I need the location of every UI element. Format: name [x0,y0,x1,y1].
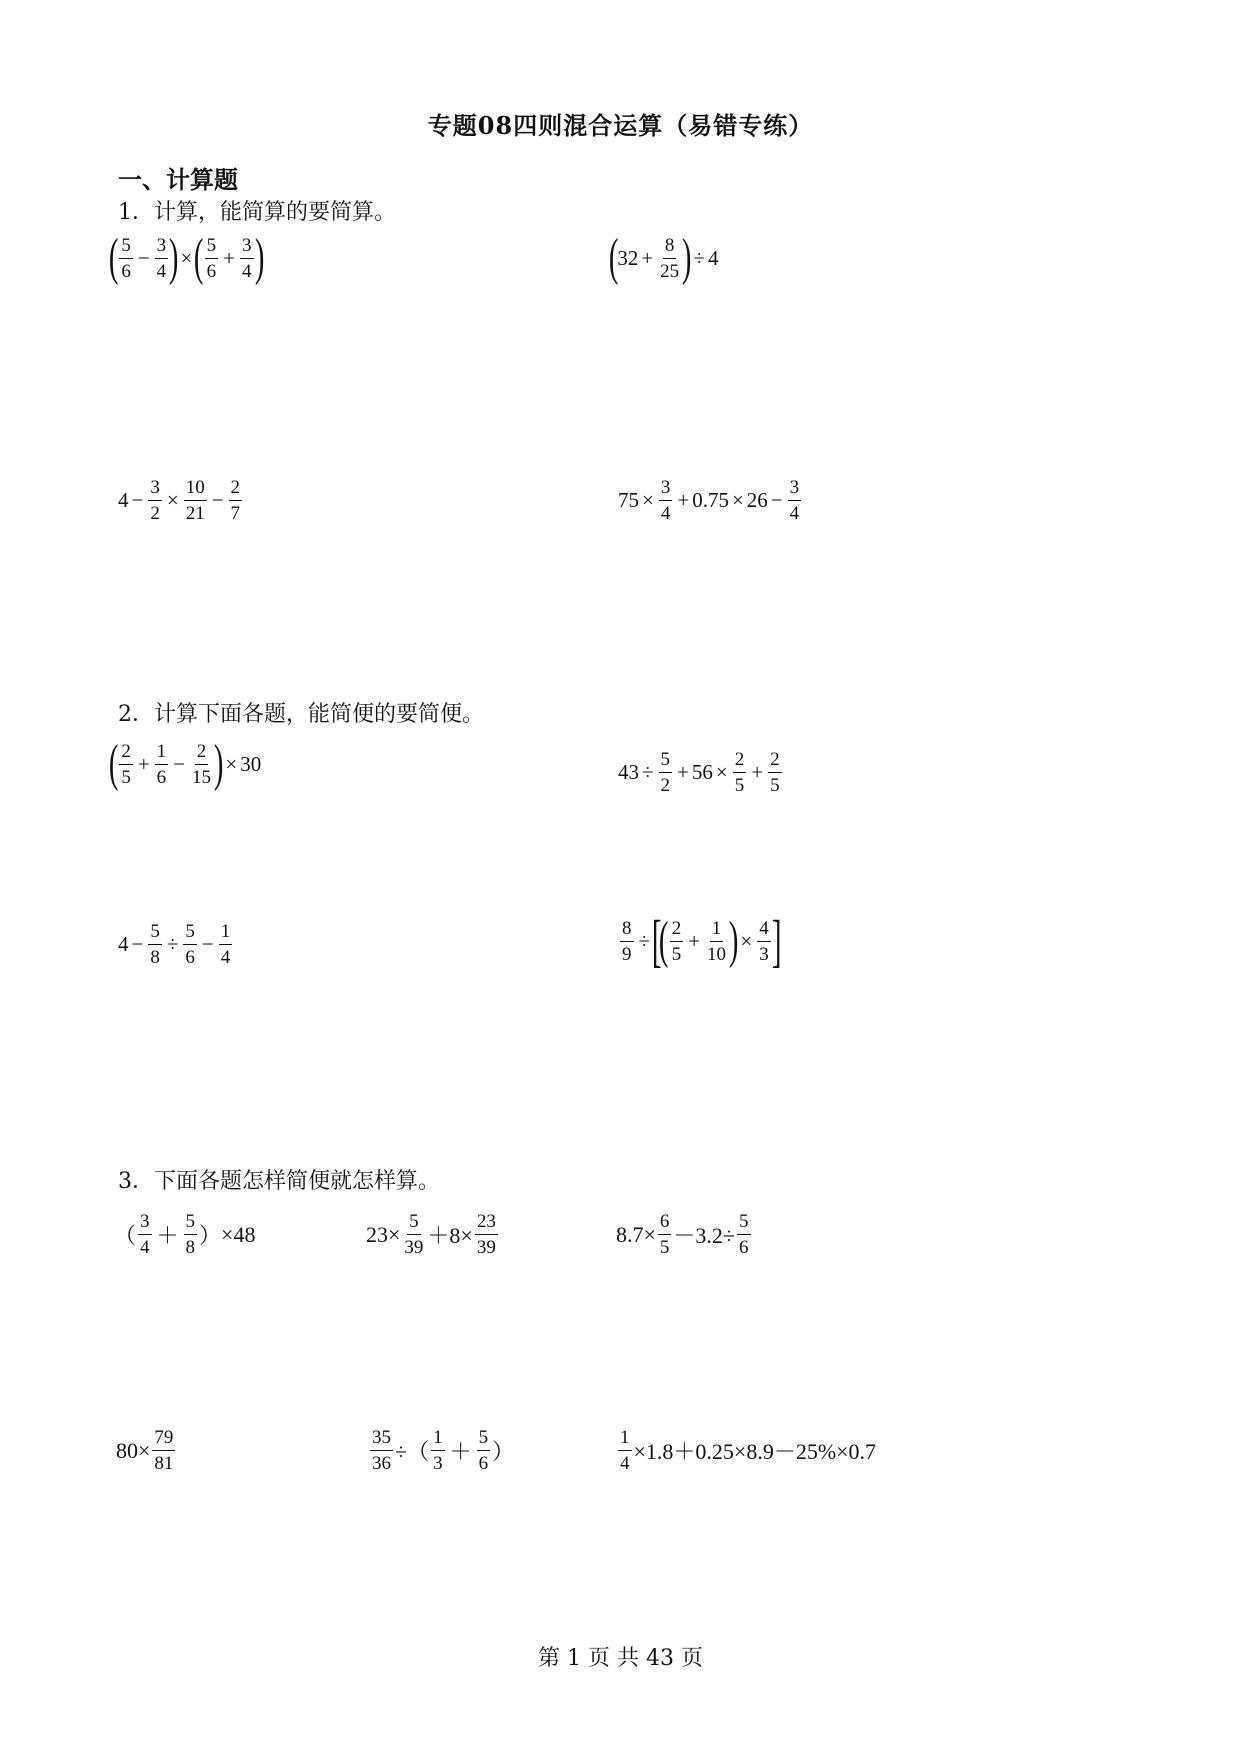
fraction [205,236,219,281]
operator: × [180,245,193,270]
term: 26 [746,488,768,512]
fraction [737,1212,751,1257]
denominator: 21 [185,503,205,524]
operator: + [677,760,689,784]
fraction [768,750,782,795]
denominator: 4 [220,947,231,968]
fraction [659,478,673,523]
question-3-heading: 3．下面各题怎样简便就怎样算。 [118,1169,440,1194]
numerator: 6 [658,1212,672,1235]
numerator: 5 [477,1428,491,1451]
fraction [620,919,634,964]
question-2-heading: 2．计算下面各题，能简便的要简便。 [118,702,484,727]
fraction [190,742,213,787]
operator: ÷ [693,245,706,270]
numerator: 4 [757,919,771,942]
denominator: 9 [622,943,632,965]
numerator: 3 [240,236,254,259]
q3-expression-5 [368,1428,514,1473]
operator: + [677,488,690,512]
term: 4 [118,932,129,956]
q2-expression-2 [618,750,784,795]
numerator: 1 [219,922,233,945]
bracket: ( [108,229,119,286]
term: ） [492,1439,515,1464]
q3-expression-1 [114,1212,255,1257]
fraction [155,742,169,787]
operator: × [731,488,744,512]
q2-expression-3 [118,922,234,967]
denominator: 4 [620,1453,630,1474]
numerator: 3 [155,236,169,259]
numerator: 5 [119,236,133,259]
operator: − [173,751,186,776]
numerator: 5 [407,1212,421,1235]
numerator: 2 [733,750,747,773]
denominator: 3 [759,943,769,965]
numerator: 8 [620,919,634,942]
numerator: 5 [148,922,162,945]
bracket: ) [682,229,692,286]
denominator: 6 [121,260,131,282]
bracket: ) [254,229,264,286]
term: 23× [366,1221,401,1247]
term: －3.2÷ [673,1223,735,1248]
operator: × [166,488,179,512]
operator: + [223,245,236,270]
term: 30 [240,751,262,776]
fraction [475,1212,498,1257]
fraction [219,922,233,967]
q3-expression-4 [116,1428,177,1473]
operator: − [211,488,224,512]
fraction [477,1428,491,1473]
q3-expression-2 [366,1212,500,1257]
term: ×48 [221,1221,256,1247]
document-title: 专题08四则混合运算（易错专练） [427,111,814,140]
denominator: 4 [156,260,167,282]
q1-expression-3 [118,478,244,523]
numerator: 3 [138,1212,152,1235]
operator: + [688,928,701,953]
operator: × [740,928,753,953]
bracket: ) [728,912,739,969]
numerator: 2 [119,742,133,765]
operator: × [225,751,238,776]
fraction [119,236,133,281]
denominator: 2 [150,503,160,524]
denominator: 6 [206,260,217,282]
fraction [659,750,673,795]
term: 43 [618,760,639,784]
fraction [670,919,684,964]
q1-expression-1 [108,229,264,286]
denominator: 25 [660,260,680,282]
fraction [183,922,197,967]
bracket: ( [194,229,204,286]
denominator: 39 [476,1237,496,1258]
denominator: 6 [478,1453,489,1474]
denominator: 15 [192,766,212,788]
fraction [184,1212,198,1257]
numerator: 3 [148,478,162,501]
q2-expression-1 [108,735,262,792]
q1-expression-4 [618,478,803,523]
denominator: 2 [660,775,671,796]
operator: × [715,760,728,784]
denominator: 81 [154,1453,174,1474]
bracket: ] [771,908,782,973]
term: 0.75 [692,488,729,512]
denominator: 36 [372,1453,391,1474]
bracket: ( [608,229,619,286]
q2-expression-4 [618,908,782,973]
term: 4 [708,245,719,270]
numerator: 5 [184,1212,198,1235]
denominator: 4 [660,503,671,524]
term: 80× [116,1437,151,1463]
denominator: 5 [659,1237,670,1258]
operator: + [751,760,764,784]
term: ） [199,1223,222,1248]
numerator: 1 [710,919,724,942]
bracket: ( [659,912,669,969]
fraction [138,1212,152,1257]
fraction [152,1428,175,1473]
numerator: 5 [659,750,673,773]
numerator: 2 [670,919,684,942]
fraction [119,742,133,787]
denominator: 6 [156,766,167,788]
operator: ＋ [449,1439,472,1464]
operator: − [137,245,150,270]
denominator: 5 [671,943,682,965]
question-1-heading: 1．计算，能简算的要简算。 [118,200,396,225]
section-heading: 一、计算题 [118,165,238,194]
operator: ÷ [642,760,654,784]
term: 56 [691,760,713,784]
denominator: 7 [230,503,241,524]
bracket: ( [108,735,119,792]
term: 32 [617,245,639,270]
denominator: 6 [185,947,195,968]
numerator: 2 [229,478,243,501]
term: ×1.8＋0.25×8.9－25%×0.7 [633,1439,877,1464]
fraction [148,478,162,523]
numerator: 5 [205,236,219,259]
bracket: ) [169,229,179,286]
fraction [788,478,802,523]
denominator: 8 [185,1237,196,1258]
bracket: ) [213,735,224,792]
operator: − [131,488,144,512]
operator: ÷ [166,932,179,956]
numerator: 1 [155,742,169,765]
denominator: 5 [121,766,131,788]
fraction [240,236,254,281]
denominator: 8 [150,947,160,968]
numerator: 1 [618,1428,632,1451]
numerator: 35 [370,1428,393,1451]
term: ＋8× [427,1223,473,1248]
numerator: 23 [475,1212,498,1235]
denominator: 3 [433,1453,443,1474]
operator: ＋ [156,1223,179,1248]
numerator: 3 [659,478,673,501]
operator: + [137,751,150,776]
numerator: 1 [431,1428,445,1451]
numerator: 2 [768,750,782,773]
denominator: 6 [739,1237,749,1258]
denominator: 4 [140,1237,150,1258]
operator: + [641,245,654,270]
numerator: 2 [195,742,209,765]
numerator: 5 [737,1212,751,1235]
page-footer: 第 1 页 共 43 页 [538,1646,703,1671]
numerator: 5 [183,922,197,945]
fraction [431,1428,445,1473]
term: ÷（ [395,1439,430,1464]
term: 8.7× [616,1221,656,1247]
operator: − [770,488,783,512]
fraction [618,1428,632,1473]
denominator: 39 [404,1237,424,1258]
fraction [229,478,243,523]
denominator: 5 [770,775,780,796]
fraction [733,750,747,795]
fraction [757,919,771,964]
denominator: 5 [734,775,745,796]
fraction [402,1212,425,1257]
fraction [658,236,681,281]
fraction [658,1212,672,1257]
denominator: 4 [789,503,800,524]
term: 4 [118,488,129,512]
numerator: 79 [152,1428,175,1451]
q1-expression-2 [608,229,719,286]
numerator: 10 [184,478,207,501]
numerator: 3 [788,478,802,501]
denominator: 4 [242,260,252,282]
numerator: 8 [663,236,677,259]
fraction [370,1428,393,1473]
term: 75 [618,488,639,512]
fraction [705,919,728,964]
operator: ÷ [638,928,651,953]
fraction [148,922,162,967]
fraction [184,478,207,523]
term: （ [114,1223,137,1248]
denominator: 10 [707,943,727,965]
bracket: [ [651,908,662,973]
operator: − [201,932,214,956]
operator: × [642,488,654,512]
operator: − [131,932,144,956]
q3-expression-3 [616,1212,753,1257]
fraction [155,236,169,281]
q3-expression-6 [616,1428,876,1473]
